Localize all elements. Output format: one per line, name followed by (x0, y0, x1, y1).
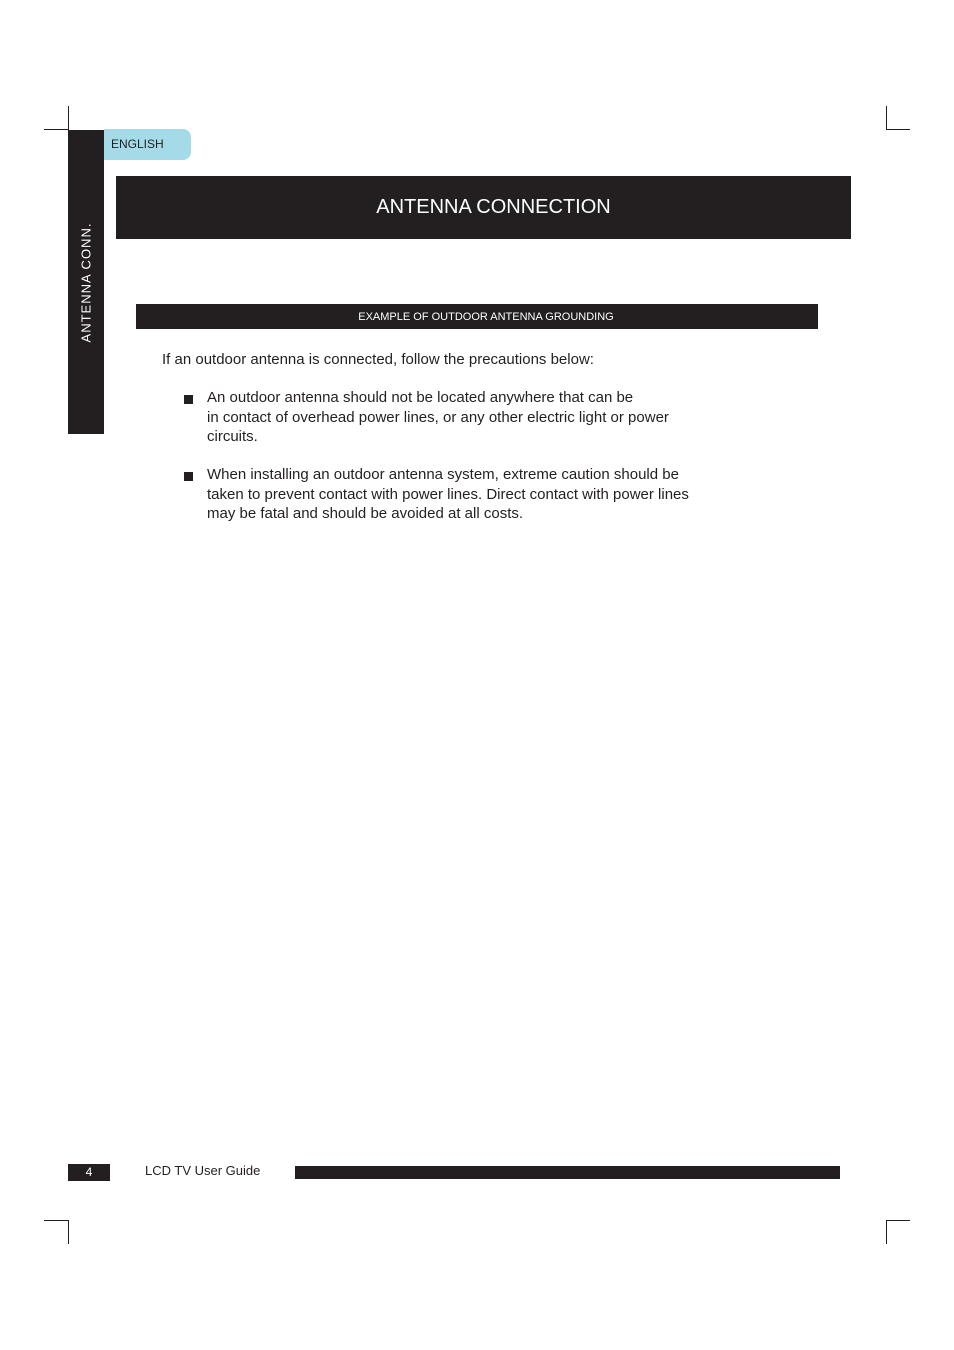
page-title: ANTENNA CONNECTION (376, 196, 611, 218)
list-item-line: may be fatal and should be avoided at all costs. (207, 505, 524, 522)
crop-mark-top-right-h (886, 129, 910, 130)
list-item-line: When installing an outdoor antenna system, extreme caution should be (207, 466, 679, 483)
side-section-label-wrap (68, 130, 104, 434)
crop-mark-bottom-right-h (886, 1220, 910, 1221)
language-tab: ENGLISH (104, 129, 191, 160)
bullet-square-icon (184, 472, 193, 481)
crop-mark-bottom-right-v (886, 1220, 887, 1244)
crop-mark-top-right-v (886, 106, 887, 130)
page-title-bar (116, 176, 851, 239)
intro-paragraph: If an outdoor antenna is connected, follow the precautions below: (162, 351, 594, 368)
list-item-line: taken to prevent contact with power lines. Direct contact with power lines (207, 485, 689, 503)
bullet-square-icon (184, 395, 193, 404)
list-item-line: An outdoor antenna should not be located anywhere that can be (207, 389, 634, 406)
page-number: 4 (68, 1164, 110, 1181)
crop-mark-top-left-h (44, 129, 68, 130)
crop-mark-bottom-left-h (44, 1220, 68, 1221)
list-item-line: circuits. (207, 428, 258, 445)
crop-mark-bottom-left-v (68, 1220, 69, 1244)
side-section-label: ANTENNA CONN. (78, 222, 94, 342)
section-title-bar (136, 304, 818, 329)
list-item-text (207, 465, 747, 524)
list-item-text (207, 388, 747, 447)
list-item-line: in contact of overhead power lines, or any other electric light or power (207, 408, 669, 426)
footer-guide-title: LCD TV User Guide (145, 1163, 261, 1178)
footer-rule (295, 1166, 840, 1179)
section-title: EXAMPLE OF OUTDOOR ANTENNA GROUNDING (358, 310, 614, 323)
crop-mark-top-left-v (68, 106, 69, 130)
